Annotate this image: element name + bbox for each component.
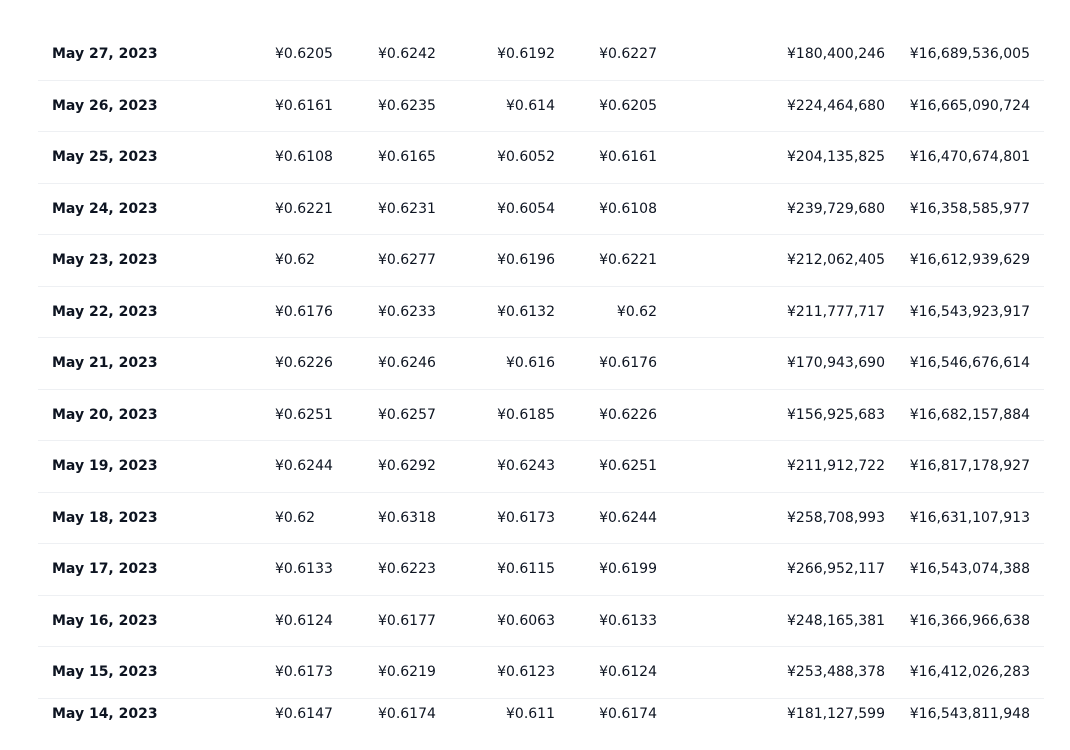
close-price-cell: ¥0.6244 bbox=[599, 493, 657, 545]
volume-cell: ¥258,708,993 bbox=[787, 493, 885, 545]
low-price-cell: ¥0.6123 bbox=[497, 647, 555, 699]
high-price-cell: ¥0.6174 bbox=[378, 689, 436, 741]
date-cell: May 17, 2023 bbox=[52, 544, 158, 596]
close-price-cell: ¥0.6161 bbox=[599, 132, 657, 184]
close-price-cell: ¥0.6174 bbox=[599, 689, 657, 741]
close-price-cell: ¥0.6124 bbox=[599, 647, 657, 699]
market-cap-cell: ¥16,366,966,638 bbox=[910, 596, 1030, 648]
open-price-cell: ¥0.6244 bbox=[275, 441, 333, 493]
low-price-cell: ¥0.6063 bbox=[497, 596, 555, 648]
high-price-cell: ¥0.6277 bbox=[378, 235, 436, 287]
low-price-cell: ¥0.6132 bbox=[497, 287, 555, 339]
market-cap-cell: ¥16,817,178,927 bbox=[910, 441, 1030, 493]
table-row bbox=[38, 596, 1044, 648]
market-cap-cell: ¥16,546,676,614 bbox=[910, 338, 1030, 390]
open-price-cell: ¥0.6173 bbox=[275, 647, 333, 699]
market-cap-cell: ¥16,682,157,884 bbox=[910, 390, 1030, 442]
open-price-cell: ¥0.6251 bbox=[275, 390, 333, 442]
historical-data-table bbox=[38, 29, 1044, 750]
low-price-cell: ¥0.6115 bbox=[497, 544, 555, 596]
high-price-cell: ¥0.6318 bbox=[378, 493, 436, 545]
high-price-cell: ¥0.6219 bbox=[378, 647, 436, 699]
low-price-cell: ¥0.616 bbox=[506, 338, 555, 390]
open-price-cell: ¥0.6176 bbox=[275, 287, 333, 339]
open-price-cell: ¥0.6108 bbox=[275, 132, 333, 184]
volume-cell: ¥181,127,599 bbox=[787, 689, 885, 741]
open-price-cell: ¥0.6226 bbox=[275, 338, 333, 390]
close-price-cell: ¥0.6227 bbox=[599, 29, 657, 81]
high-price-cell: ¥0.6292 bbox=[378, 441, 436, 493]
low-price-cell: ¥0.614 bbox=[506, 81, 555, 133]
table-row bbox=[38, 235, 1044, 287]
high-price-cell: ¥0.6235 bbox=[378, 81, 436, 133]
close-price-cell: ¥0.6176 bbox=[599, 338, 657, 390]
market-cap-cell: ¥16,665,090,724 bbox=[910, 81, 1030, 133]
open-price-cell: ¥0.6133 bbox=[275, 544, 333, 596]
market-cap-cell: ¥16,612,939,629 bbox=[910, 235, 1030, 287]
volume-cell: ¥239,729,680 bbox=[787, 184, 885, 236]
date-cell: May 20, 2023 bbox=[52, 390, 158, 442]
table-row bbox=[38, 81, 1044, 133]
high-price-cell: ¥0.6242 bbox=[378, 29, 436, 81]
table-body bbox=[38, 29, 1044, 750]
low-price-cell: ¥0.6173 bbox=[497, 493, 555, 545]
close-price-cell: ¥0.6205 bbox=[599, 81, 657, 133]
close-price-cell: ¥0.6221 bbox=[599, 235, 657, 287]
low-price-cell: ¥0.6192 bbox=[497, 29, 555, 81]
high-price-cell: ¥0.6233 bbox=[378, 287, 436, 339]
low-price-cell: ¥0.6196 bbox=[497, 235, 555, 287]
close-price-cell: ¥0.6226 bbox=[599, 390, 657, 442]
open-price-cell: ¥0.62 bbox=[275, 235, 315, 287]
date-cell: May 14, 2023 bbox=[52, 689, 158, 741]
table-row bbox=[38, 390, 1044, 442]
low-price-cell: ¥0.611 bbox=[506, 689, 555, 741]
close-price-cell: ¥0.6251 bbox=[599, 441, 657, 493]
volume-cell: ¥204,135,825 bbox=[787, 132, 885, 184]
open-price-cell: ¥0.6147 bbox=[275, 689, 333, 741]
volume-cell: ¥266,952,117 bbox=[787, 544, 885, 596]
volume-cell: ¥248,165,381 bbox=[787, 596, 885, 648]
volume-cell: ¥253,488,378 bbox=[787, 647, 885, 699]
open-price-cell: ¥0.6124 bbox=[275, 596, 333, 648]
market-cap-cell: ¥16,470,674,801 bbox=[910, 132, 1030, 184]
volume-cell: ¥224,464,680 bbox=[787, 81, 885, 133]
high-price-cell: ¥0.6177 bbox=[378, 596, 436, 648]
date-cell: May 22, 2023 bbox=[52, 287, 158, 339]
table-row bbox=[38, 493, 1044, 545]
date-cell: May 15, 2023 bbox=[52, 647, 158, 699]
close-price-cell: ¥0.6108 bbox=[599, 184, 657, 236]
market-cap-cell: ¥16,358,585,977 bbox=[910, 184, 1030, 236]
volume-cell: ¥180,400,246 bbox=[787, 29, 885, 81]
table-row bbox=[38, 287, 1044, 339]
date-cell: May 23, 2023 bbox=[52, 235, 158, 287]
table-row bbox=[38, 184, 1044, 236]
volume-cell: ¥211,912,722 bbox=[787, 441, 885, 493]
volume-cell: ¥212,062,405 bbox=[787, 235, 885, 287]
high-price-cell: ¥0.6165 bbox=[378, 132, 436, 184]
low-price-cell: ¥0.6054 bbox=[497, 184, 555, 236]
volume-cell: ¥211,777,717 bbox=[787, 287, 885, 339]
date-cell: May 16, 2023 bbox=[52, 596, 158, 648]
market-cap-cell: ¥16,543,074,388 bbox=[910, 544, 1030, 596]
open-price-cell: ¥0.6221 bbox=[275, 184, 333, 236]
close-price-cell: ¥0.62 bbox=[617, 287, 657, 339]
high-price-cell: ¥0.6246 bbox=[378, 338, 436, 390]
market-cap-cell: ¥16,689,536,005 bbox=[910, 29, 1030, 81]
market-cap-cell: ¥16,631,107,913 bbox=[910, 493, 1030, 545]
volume-cell: ¥156,925,683 bbox=[787, 390, 885, 442]
low-price-cell: ¥0.6185 bbox=[497, 390, 555, 442]
close-price-cell: ¥0.6133 bbox=[599, 596, 657, 648]
volume-cell: ¥170,943,690 bbox=[787, 338, 885, 390]
open-price-cell: ¥0.62 bbox=[275, 493, 315, 545]
close-price-cell: ¥0.6199 bbox=[599, 544, 657, 596]
open-price-cell: ¥0.6161 bbox=[275, 81, 333, 133]
high-price-cell: ¥0.6231 bbox=[378, 184, 436, 236]
market-cap-cell: ¥16,543,811,948 bbox=[910, 689, 1030, 741]
date-cell: May 18, 2023 bbox=[52, 493, 158, 545]
table-row bbox=[38, 544, 1044, 596]
date-cell: May 27, 2023 bbox=[52, 29, 158, 81]
date-cell: May 19, 2023 bbox=[52, 441, 158, 493]
table-row bbox=[38, 338, 1044, 390]
table-row bbox=[38, 699, 1044, 750]
low-price-cell: ¥0.6052 bbox=[497, 132, 555, 184]
table-row bbox=[38, 132, 1044, 184]
date-cell: May 25, 2023 bbox=[52, 132, 158, 184]
date-cell: May 24, 2023 bbox=[52, 184, 158, 236]
table-row bbox=[38, 441, 1044, 493]
date-cell: May 26, 2023 bbox=[52, 81, 158, 133]
open-price-cell: ¥0.6205 bbox=[275, 29, 333, 81]
date-cell: May 21, 2023 bbox=[52, 338, 158, 390]
market-cap-cell: ¥16,412,026,283 bbox=[910, 647, 1030, 699]
high-price-cell: ¥0.6223 bbox=[378, 544, 436, 596]
high-price-cell: ¥0.6257 bbox=[378, 390, 436, 442]
low-price-cell: ¥0.6243 bbox=[497, 441, 555, 493]
market-cap-cell: ¥16,543,923,917 bbox=[910, 287, 1030, 339]
table-row bbox=[38, 29, 1044, 81]
